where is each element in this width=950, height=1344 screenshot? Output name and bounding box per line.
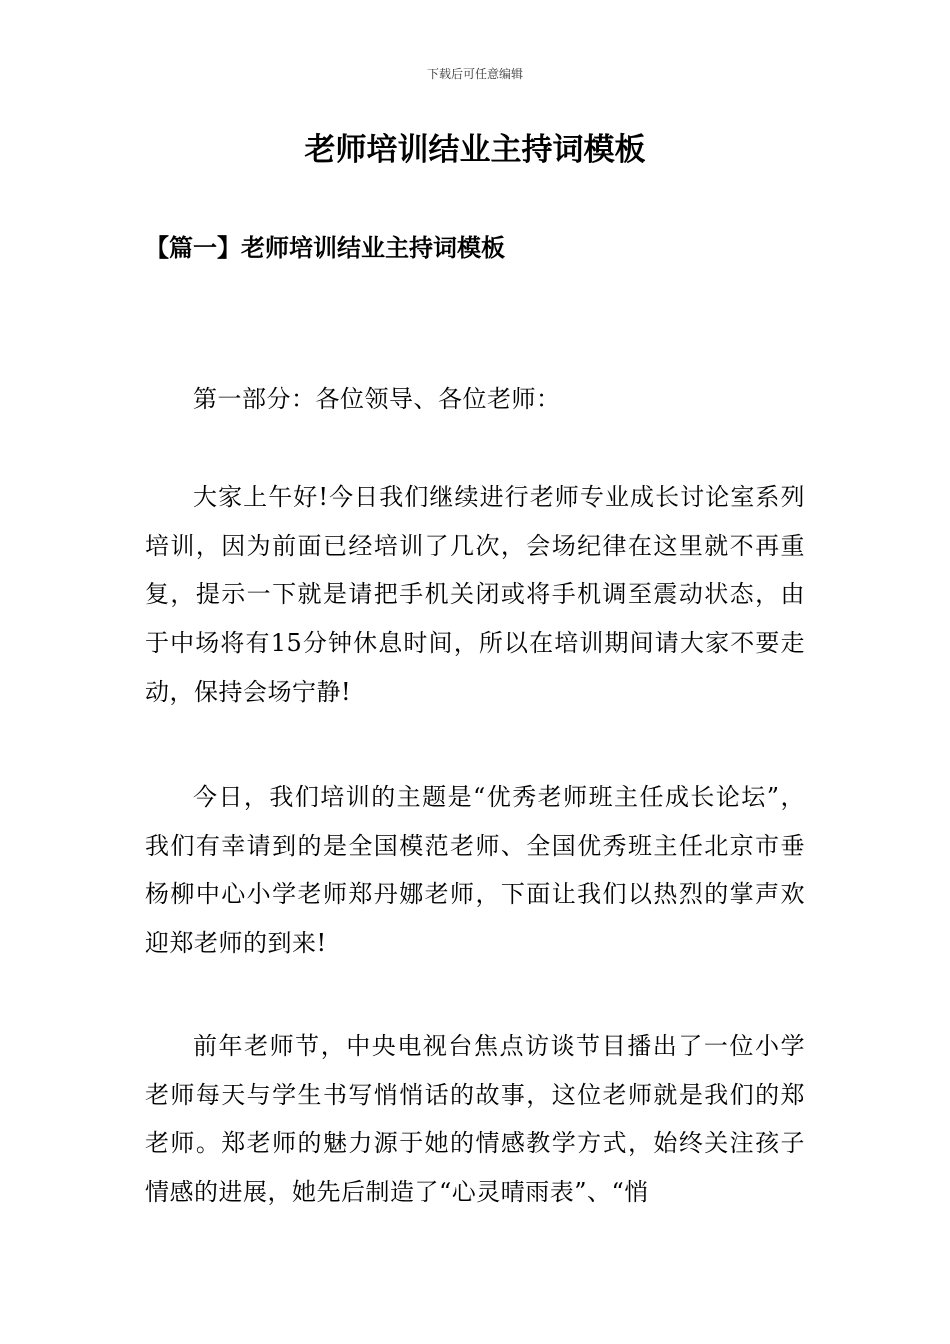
paragraph-theme: 今日，我们培训的主题是“优秀老师班主任成长论坛”，我们有幸请到的是全国模范老师、全国优秀班主任北京市垂杨柳中心小学老师郑丹娜老师，下面让我们以热烈的掌声欢迎郑老师的到来! (145, 783, 805, 958)
paragraph-opening: 大家上午好!今日我们继续进行老师专业成长讨论室系列培训，因为前面已经培训了几次，会场纪律在这里就不再重复，提示一下就是请把手机关闭或将手机调至震动状态，由于中场将有15分钟休息时间，所以在培训期间请大家不要走动，保持会场宁静! (145, 483, 805, 706)
section-heading: 【篇一】老师培训结业主持词模板 (145, 233, 505, 262)
paragraph-greeting: 第一部分：各位领导、各位老师： (193, 385, 561, 413)
paragraph-introduction: 前年老师节，中央电视台焦点访谈节目播出了一位小学老师每天与学生书写悄悄话的故事，这位老师就是我们的郑老师。郑老师的魅力源于她的情感教学方式，始终关注孩子情感的进展，她先后制造了“心灵晴雨表”、“悄 (145, 1032, 805, 1207)
document-title: 老师培训结业主持词模板 (304, 132, 646, 168)
header-note: 下载后可任意编辑 (426, 67, 523, 81)
